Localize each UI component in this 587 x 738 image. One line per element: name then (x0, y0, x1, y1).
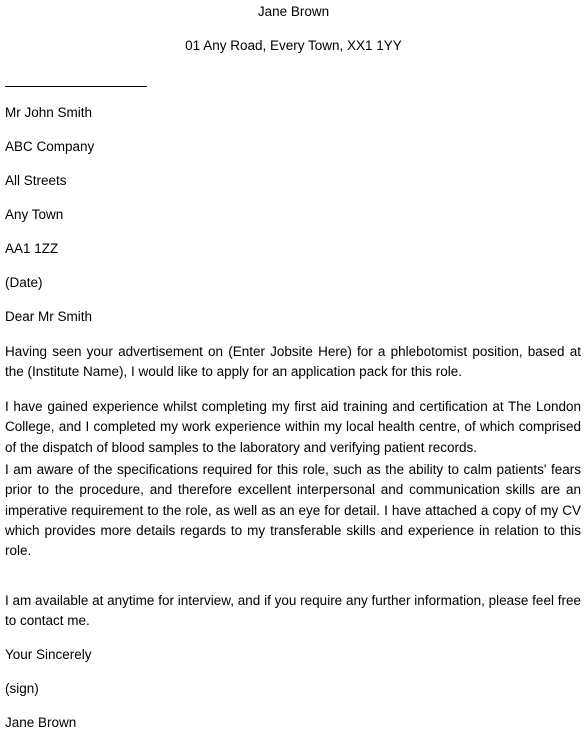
recipient-town: Any Town (5, 207, 64, 222)
sender-name: Jane Brown (257, 4, 330, 19)
recipient-postcode: AA1 1ZZ (5, 241, 59, 256)
body-paragraph-1: Having seen your advertisement on (Enter Jobsite Here) for a phlebotomist position, based at the (Institute Name), I would like to apply for an application pack for this role. (5, 344, 581, 380)
body-paragraph-2: I have gained experience whilst completing my first aid training and certification at The London College, and I completed my work experience within my local health centre, of which comprised of the dispatch of blood samples to the laboratory and verifying patient records. (5, 399, 581, 455)
body-paragraph-3: I am aware of the specifications required for this role, such as the ability to calm patients' fears prior to the procedure, and therefore excellent interpersonal and communication skills are an imperative requirement to the role, as well as an eye for detail. I have attached a copy of my CV which provides more details regards to my transferable skills and experience in relation to this role. (5, 462, 581, 559)
signature-placeholder: (sign) (5, 681, 39, 696)
recipient-company: ABC Company (5, 139, 95, 154)
body-paragraph-4: I am available at anytime for interview, and if you require any further information, please feel free to contact me. (5, 593, 581, 629)
closing-valediction: Your Sincerely (5, 647, 92, 662)
recipient-street: All Streets (5, 173, 67, 188)
sender-address: 01 Any Road, Every Town, XX1 1YY (185, 38, 402, 53)
recipient-name: Mr John Smith (5, 105, 93, 120)
separator-rule (5, 86, 147, 87)
letter-date: (Date) (5, 275, 43, 290)
signatory-name: Jane Brown (5, 715, 77, 730)
salutation: Dear Mr Smith (5, 309, 93, 324)
